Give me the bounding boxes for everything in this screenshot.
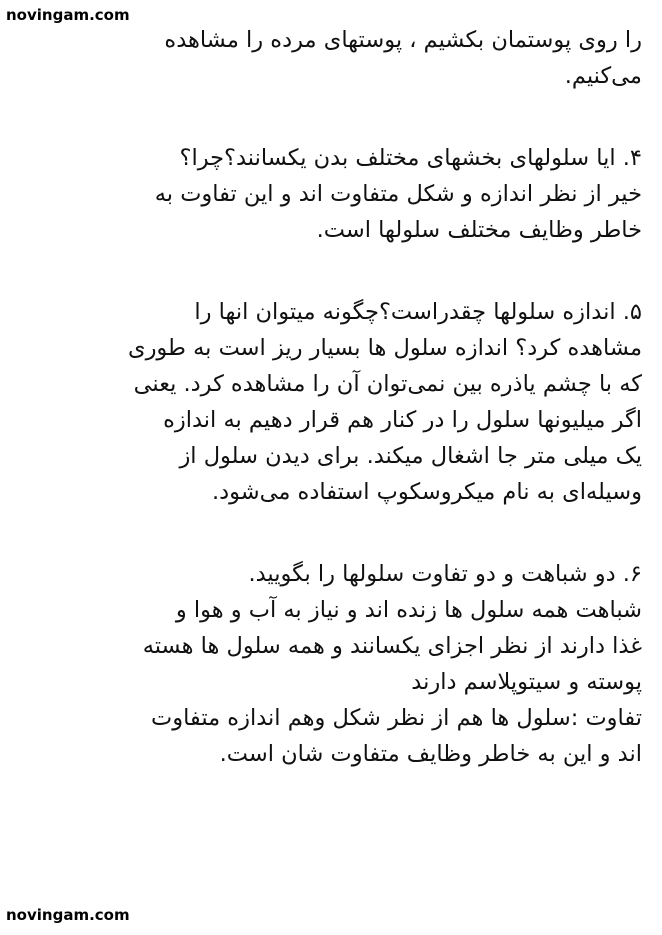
question-line: ۴. ایا سلولهای بخشهای مختلف بدن یکسانند؟چرا؟: [179, 145, 642, 171]
text-line: می‌کنیم.: [564, 63, 642, 89]
answer-line: خاطر وظایف مختلف سلولها است.: [316, 217, 642, 243]
text-line: را روی پوستمان بکشیم ، پوستهای مرده را مشاهده: [164, 27, 642, 53]
answer-line: مشاهده کرد؟ اندازه سلول ها بسیار ریز است به طوری: [127, 335, 642, 361]
watermark-top: novingam.com: [6, 6, 130, 24]
answer-line: غذا دارند از نظر اجزای یکسانند و همه سلول ها هسته: [142, 633, 642, 659]
answer-line: وسیله‌ای به نام میکروسکوپ استفاده می‌شود.: [211, 479, 642, 505]
answer-line: که با چشم یاذره بین نمی‌توان آن را مشاهده کرد. یعنی: [133, 371, 642, 397]
answer-line: خیر از نظر اندازه و شکل متفاوت اند و این تفاوت به: [154, 181, 642, 207]
answer-line: اند و این به خاطر وظایف متفاوت شان است.: [219, 741, 642, 767]
answer-line: پوسته و سیتوپلاسم دارند: [411, 669, 642, 695]
question-6: [18, 556, 642, 772]
question-4: [18, 140, 642, 248]
paragraph-gap: [18, 248, 642, 294]
answer-line: اگر میلیونها سلول را در کنار هم قرار دهیم به اندازه: [163, 407, 642, 433]
answer-line: یک میلی متر جا اشغال میکند. برای دیدن سلول از: [179, 443, 642, 469]
watermark-bottom: novingam.com: [6, 906, 130, 924]
question-line: ۵. اندازه سلولها چقدراست؟چگونه میتوان انها را: [194, 299, 642, 325]
paragraph-gap: [18, 94, 642, 140]
question-line: ۶. دو شباهت و دو تفاوت سلولها را بگویید.: [248, 561, 642, 587]
paragraph-1: [18, 22, 642, 94]
question-5: [18, 294, 642, 510]
answer-line: تفاوت :سلول ها هم از نظر شکل وهم اندازه متفاوت: [151, 705, 642, 731]
answer-line: شباهت همه سلول ها زنده اند و نیاز به آب و هوا و: [175, 597, 642, 623]
paragraph-gap: [18, 510, 642, 556]
document-body: [18, 22, 642, 772]
